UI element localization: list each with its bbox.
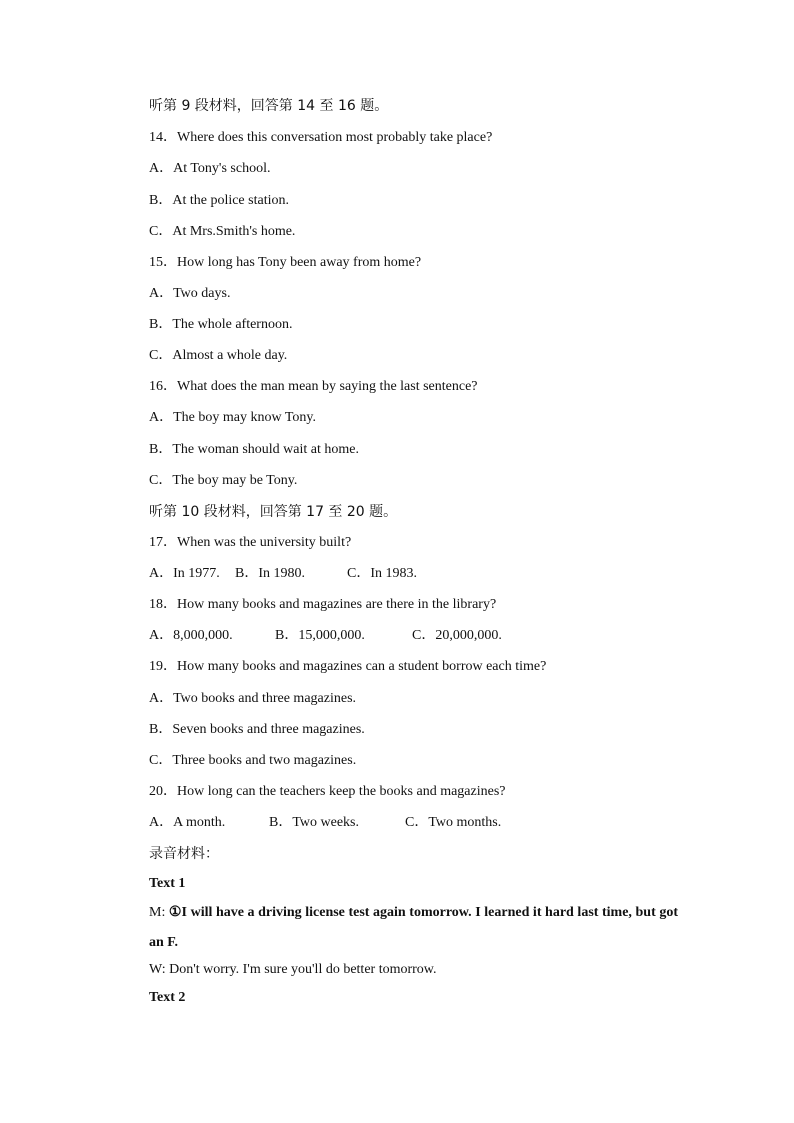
speaker-m: M: [149, 905, 169, 920]
q19-option-a: A．Two books and three magazines. [149, 691, 357, 706]
text-1-man-line [118, 898, 678, 958]
question-20: 20．How long can the teachers keep the books and magazines? [149, 784, 506, 799]
q14-option-a: A．At Tony's school. [149, 161, 271, 176]
q15-option-b: B．The whole afternoon. [149, 317, 293, 332]
q18-options [149, 627, 502, 645]
text-1-m-utterance: ①I will have a driving license test again tomorrow. I learned it hard last time, but got an F. [149, 905, 678, 950]
q19-option-b: B．Seven books and three magazines. [149, 722, 365, 737]
q20-option-a: A．A month. [149, 815, 226, 830]
q14-option-b: B．At the police station. [149, 193, 289, 208]
question-18: 18．How many books and magazines are there in the library? [149, 597, 497, 612]
question-16: 16．What does the man mean by saying the last sentence? [149, 379, 478, 394]
text-1-woman-line: W: Don't worry. I'm sure you'll do better tomorrow. [149, 962, 437, 977]
section-9-header: 听第 9 段材料，回答第 14 至 16 题。 [149, 98, 389, 114]
q17-options [149, 565, 417, 583]
section-10-header: 听第 10 段材料，回答第 17 至 20 题。 [149, 504, 398, 520]
q19-option-c: C．Three books and two magazines. [149, 753, 357, 768]
question-14: 14．Where does this conversation most probably take place? [149, 130, 493, 145]
q16-option-c: C．The boy may be Tony. [149, 473, 298, 488]
q15-option-c: C．Almost a whole day. [149, 348, 288, 363]
q16-option-a: A．The boy may know Tony. [149, 410, 317, 425]
q17-option-c: C．In 1983. [347, 566, 417, 581]
q18-option-a: A．8,000,000. [149, 628, 233, 643]
transcript-header: 录音材料： [149, 846, 219, 862]
question-15: 15．How long has Tony been away from home? [149, 255, 422, 270]
q18-option-c: C．20,000,000. [412, 628, 502, 643]
q20-option-b: B．Two weeks. [269, 815, 360, 830]
q15-option-a: A．Two days. [149, 286, 231, 301]
q16-option-b: B．The woman should wait at home. [149, 442, 359, 457]
q20-option-c: C．Two months. [405, 815, 502, 830]
q18-option-b: B．15,000,000. [275, 628, 365, 643]
question-19: 19．How many books and magazines can a student borrow each time? [149, 659, 547, 674]
q20-options [149, 814, 501, 832]
question-17: 17．When was the university built? [149, 535, 352, 550]
text-2-title: Text 2 [149, 990, 186, 1005]
q17-option-a: A．In 1977. [149, 566, 220, 581]
q17-option-b: B．In 1980. [235, 566, 305, 581]
text-1-title: Text 1 [149, 876, 186, 891]
q14-option-c: C．At Mrs.Smith's home. [149, 224, 296, 239]
